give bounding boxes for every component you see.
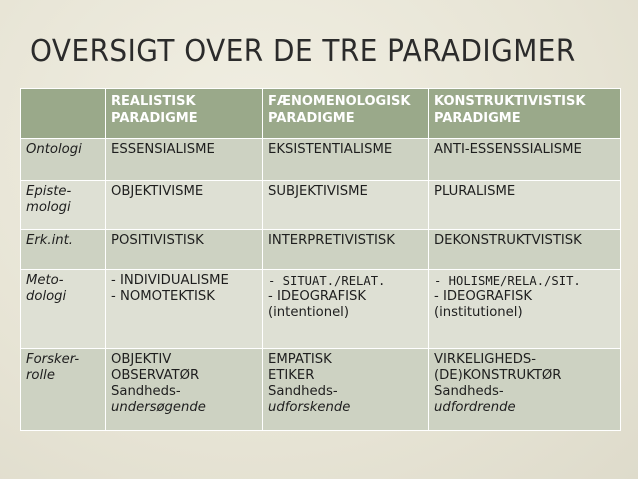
cell-metodologi-faenomenologisk-line2: - IDEOGRAFISK <box>268 289 367 304</box>
paradigm-table <box>20 88 621 431</box>
cell-metodologi-konstruktivistisk-line3: (institutionel) <box>434 305 523 320</box>
cell-metodologi-realistisk <box>106 270 263 349</box>
row-label-epistemologi-line1: Episte- <box>26 184 72 199</box>
row-label-epistemologi <box>21 181 106 230</box>
cell-forskerrolle-realistisk-line2: OBSERVATØR <box>111 368 200 383</box>
table-row-forskerrolle <box>21 349 621 431</box>
cell-metodologi-faenomenologisk <box>263 270 429 349</box>
cell-forskerrolle-realistisk-line3: Sandheds- <box>111 384 181 399</box>
cell-forskerrolle-faenomenologisk-line1: EMPATISK <box>268 352 332 367</box>
row-label-metodologi-line2: dologi <box>26 289 67 304</box>
row-label-forskerrolle-line2: rolle <box>26 368 55 383</box>
cell-forskerrolle-konstruktivistisk <box>429 349 621 431</box>
table-row-ontologi <box>21 139 621 181</box>
cell-forskerrolle-faenomenologisk <box>263 349 429 431</box>
row-label-erkint: Erk.int. <box>21 230 106 270</box>
cell-erkint-faenomenologisk: INTERPRETIVISTISK <box>263 230 429 270</box>
row-label-forskerrolle <box>21 349 106 431</box>
cell-forskerrolle-faenomenologisk-line2: ETIKER <box>268 368 315 383</box>
row-label-ontologi: Ontologi <box>21 139 106 181</box>
table-row-metodologi <box>21 270 621 349</box>
cell-metodologi-konstruktivistisk <box>429 270 621 349</box>
row-label-metodologi <box>21 270 106 349</box>
row-label-epistemologi-line2: mologi <box>26 200 71 215</box>
cell-ontologi-faenomenologisk: EKSISTENTIALISME <box>263 139 429 181</box>
table-header-row <box>21 89 621 139</box>
header-faenomenologisk-line2: PARADIGME <box>268 111 355 126</box>
cell-metodologi-realistisk-line2: - NOMOTEKTISK <box>111 289 215 304</box>
header-empty-cell <box>21 89 106 139</box>
cell-forskerrolle-realistisk-line1: OBJEKTIV <box>111 352 172 367</box>
header-realistisk-line2: PARADIGME <box>111 111 198 126</box>
header-konstruktivistisk <box>429 89 621 139</box>
cell-metodologi-faenomenologisk-line3: (intentionel) <box>268 305 349 320</box>
cell-epistemologi-faenomenologisk: SUBJEKTIVISME <box>263 181 429 230</box>
cell-metodologi-konstruktivistisk-line2: - IDEOGRAFISK <box>434 289 533 304</box>
slide-title: OVERSIGT OVER DE TRE PARADIGMER <box>30 34 576 69</box>
cell-ontologi-konstruktivistisk: ANTI-ESSENSSIALISME <box>429 139 621 181</box>
cell-forskerrolle-faenomenologisk-line4: udforskende <box>268 400 351 415</box>
header-konstruktivistisk-line1: KONSTRUKTIVISTISK <box>434 94 586 109</box>
cell-ontologi-realistisk: ESSENSIALISME <box>106 139 263 181</box>
header-realistisk-line1: REALISTISK <box>111 94 196 109</box>
cell-forskerrolle-faenomenologisk-line3: Sandheds- <box>268 384 338 399</box>
cell-metodologi-realistisk-line1: - INDIVIDUALISME <box>111 273 229 288</box>
header-faenomenologisk <box>263 89 429 139</box>
table-row-epistemologi <box>21 181 621 230</box>
cell-forskerrolle-konstruktivistisk-line2: (DE)KONSTRUKTØR <box>434 368 562 383</box>
cell-metodologi-konstruktivistisk-line1: - HOLISME/RELA./SIT. <box>434 274 581 288</box>
cell-erkint-konstruktivistisk: DEKONSTRUKTVISTISK <box>429 230 621 270</box>
cell-forskerrolle-konstruktivistisk-line1: VIRKELIGHEDS- <box>434 352 537 367</box>
cell-forskerrolle-konstruktivistisk-line3: Sandheds- <box>434 384 504 399</box>
header-faenomenologisk-line1: FÆNOMENOLOGISK <box>268 94 411 109</box>
row-label-metodologi-line1: Meto- <box>26 273 64 288</box>
header-konstruktivistisk-line2: PARADIGME <box>434 111 521 126</box>
cell-metodologi-faenomenologisk-line1: - SITUAT./RELAT. <box>268 274 386 288</box>
cell-forskerrolle-konstruktivistisk-line4: udfordrende <box>434 400 516 415</box>
table-row-erkint <box>21 230 621 270</box>
cell-epistemologi-konstruktivistisk: PLURALISME <box>429 181 621 230</box>
row-label-forskerrolle-line1: Forsker- <box>26 352 80 367</box>
cell-erkint-realistisk: POSITIVISTISK <box>106 230 263 270</box>
cell-forskerrolle-realistisk <box>106 349 263 431</box>
header-realistisk <box>106 89 263 139</box>
cell-forskerrolle-realistisk-line4: undersøgende <box>111 400 206 415</box>
cell-epistemologi-realistisk: OBJEKTIVISME <box>106 181 263 230</box>
